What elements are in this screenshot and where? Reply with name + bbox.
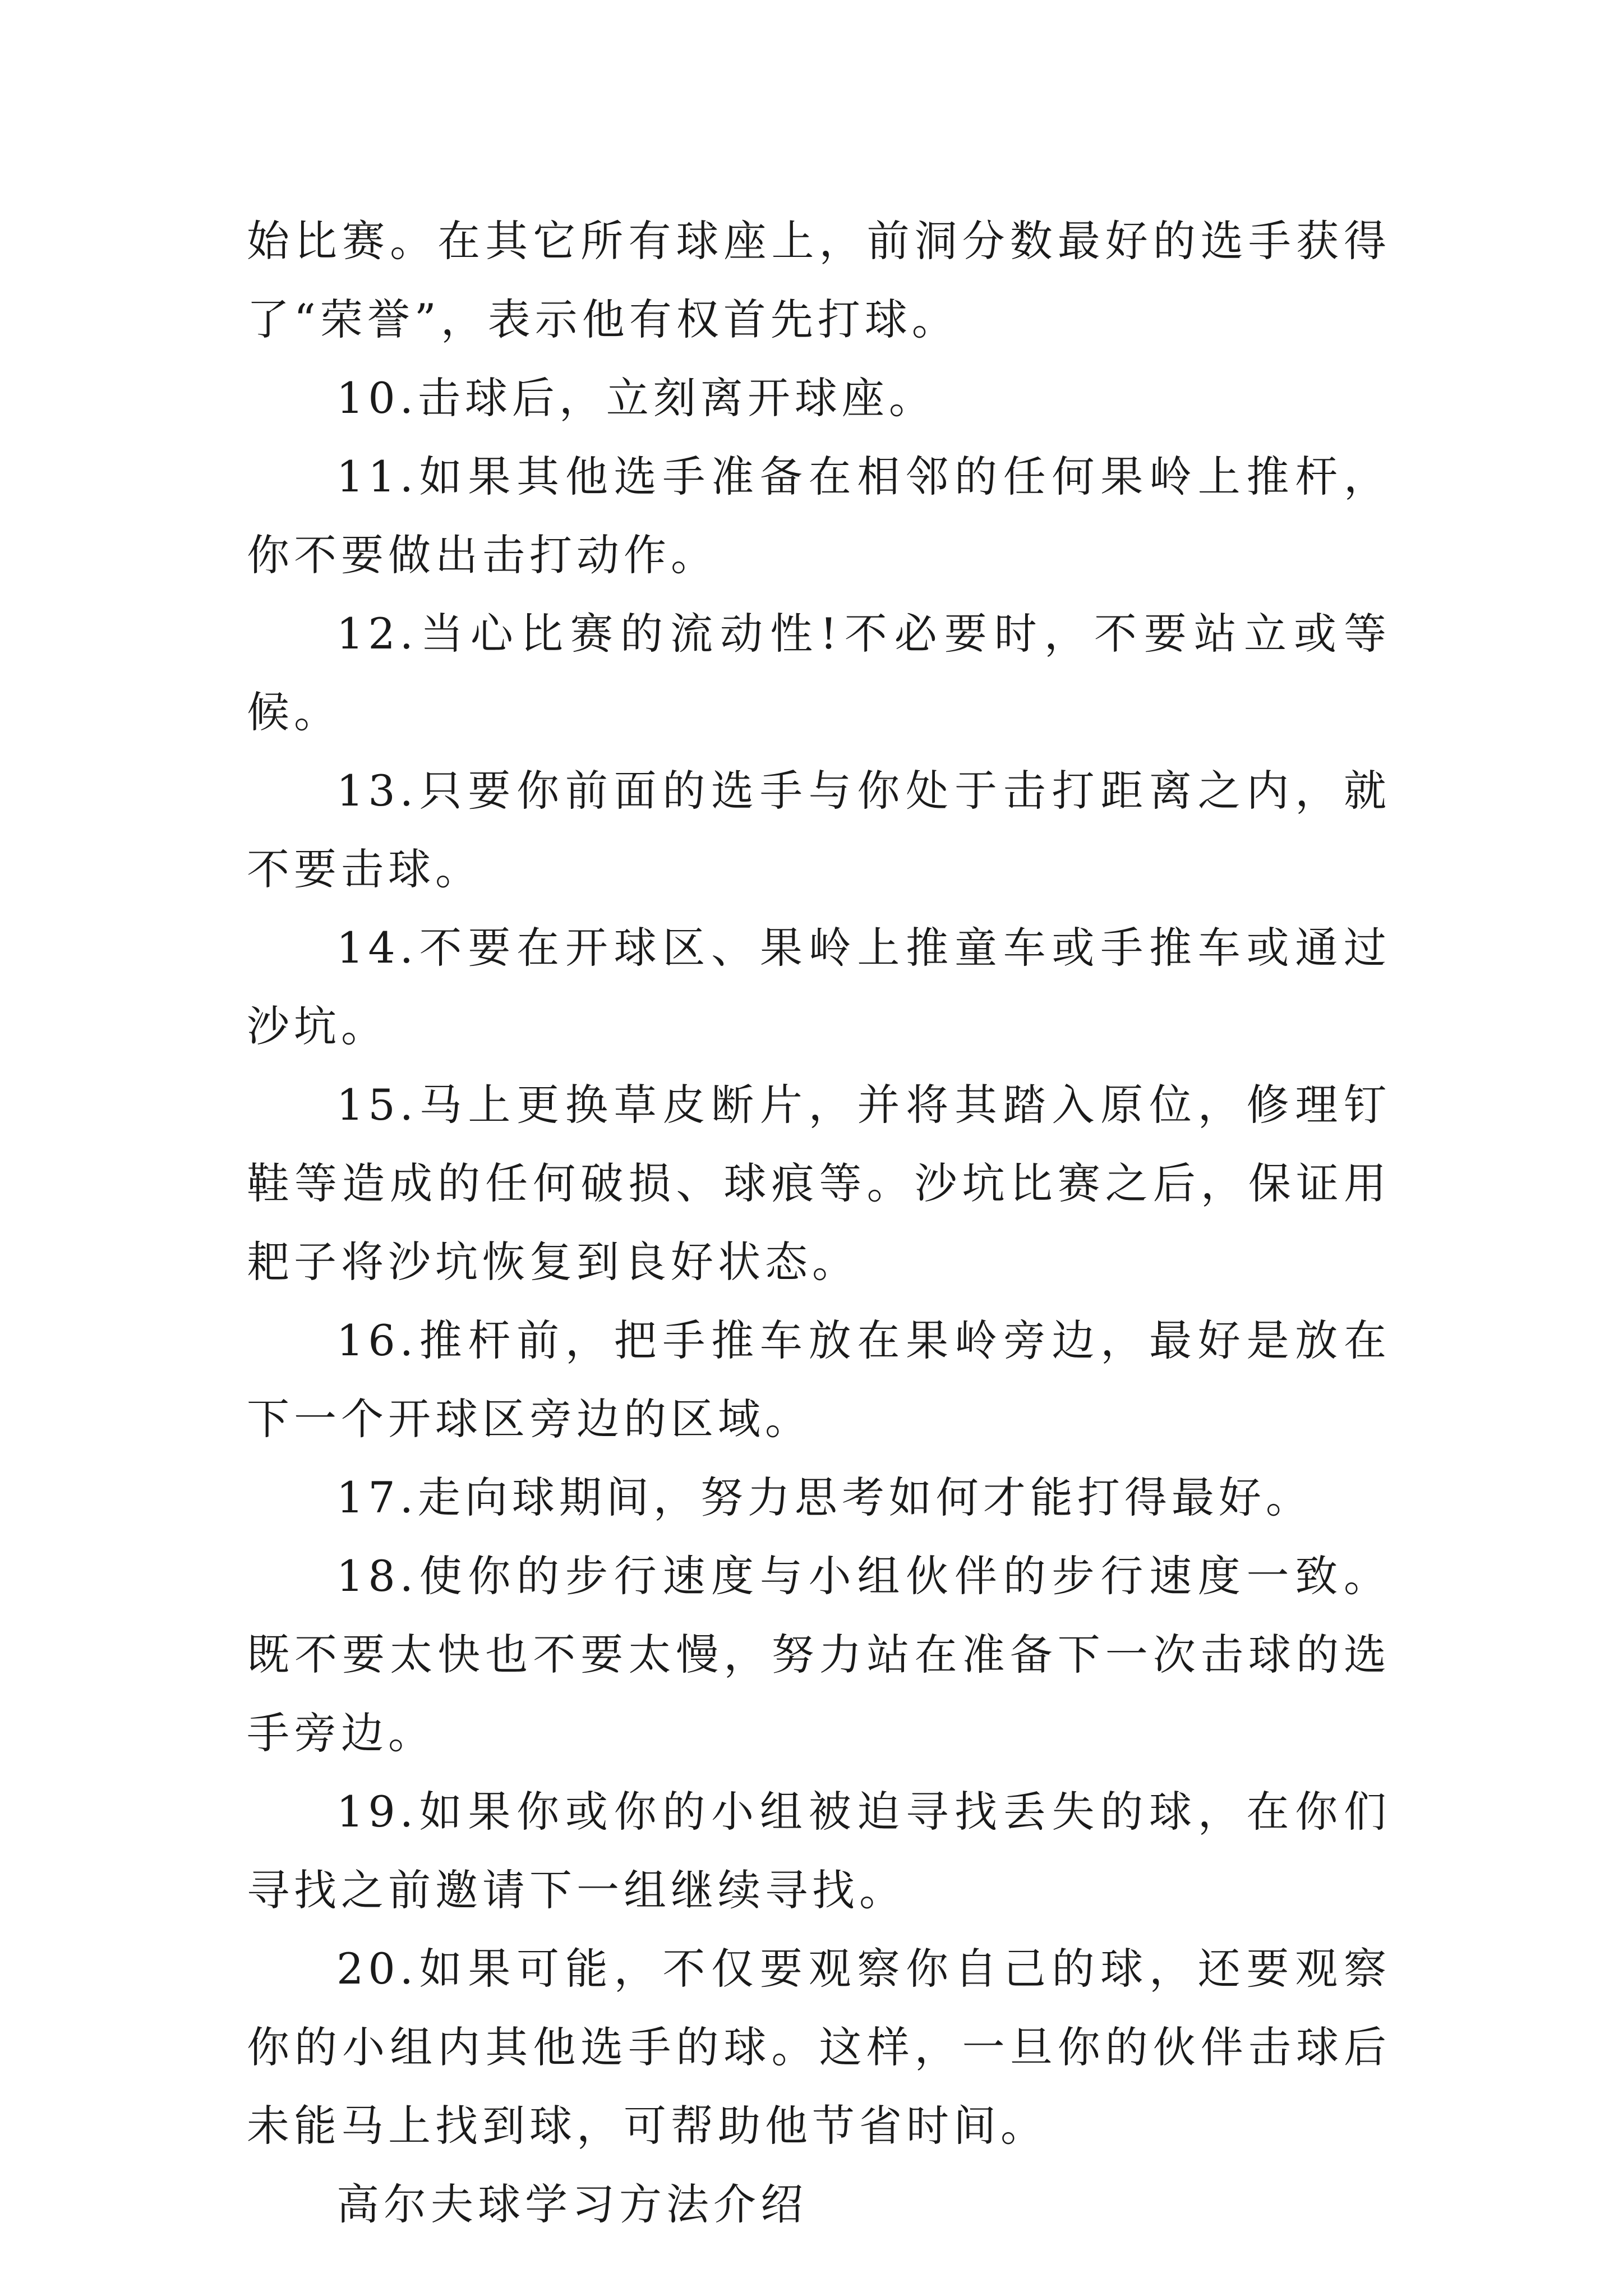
- paragraph-rule-19: 19.如果你或你的小组被迫寻找丢失的球，在你们寻找之前邀请下一组继续寻找。: [247, 1787, 1391, 1915]
- paragraph-rule-17: 17.走向球期间，努力思考如何才能打得最好。: [336, 1473, 1313, 1522]
- document-body: [247, 202, 1391, 2244]
- paragraph-rule-13: 13.只要你前面的选手与你处于击打距离之内，就不要击球。: [247, 766, 1391, 894]
- paragraph-rule-16: 16.推杆前，把手推车放在果岭旁边，最好是放在下一个开球区旁边的区域。: [247, 1315, 1391, 1444]
- paragraph-rule-11: 11.如果其他选手准备在相邻的任何果岭上推杆，你不要做出击打动作。: [247, 452, 1391, 580]
- paragraph-rule-18: 18.使你的步行速度与小组伙伴的步行速度一致。既不要太快也不要太慢，努力站在准备下一次击球的选手旁边。: [247, 1551, 1391, 1758]
- paragraph-rule-20: 20.如果可能，不仅要观察你自己的球，还要观察你的小组内其他选手的球。这样，一旦你的伙伴击球后未能马上找到球，可帮助他节省时间。: [247, 1944, 1391, 2151]
- paragraph-rule-10: 10.击球后，立刻离开球座。: [336, 373, 936, 423]
- paragraph-rule-9-continued: 始比赛。在其它所有球座上，前洞分数最好的选手获得了“荣誉”，表示他有权首先打球。: [247, 216, 1391, 344]
- paragraph-rule-14: 14.不要在开球区、果岭上推童车或手推车或通过沙坑。: [247, 923, 1391, 1051]
- section-heading: 高尔夫球学习方法介绍: [336, 2179, 808, 2229]
- paragraph-rule-15: 15.马上更换草皮断片，并将其踏入原位，修理钉鞋等造成的任何破损、球痕等。沙坑比赛之后，保证用耙子将沙坑恢复到良好状态。: [247, 1080, 1391, 1287]
- paragraph-rule-12: 12.当心比赛的流动性!不必要时，不要站立或等候。: [247, 609, 1391, 737]
